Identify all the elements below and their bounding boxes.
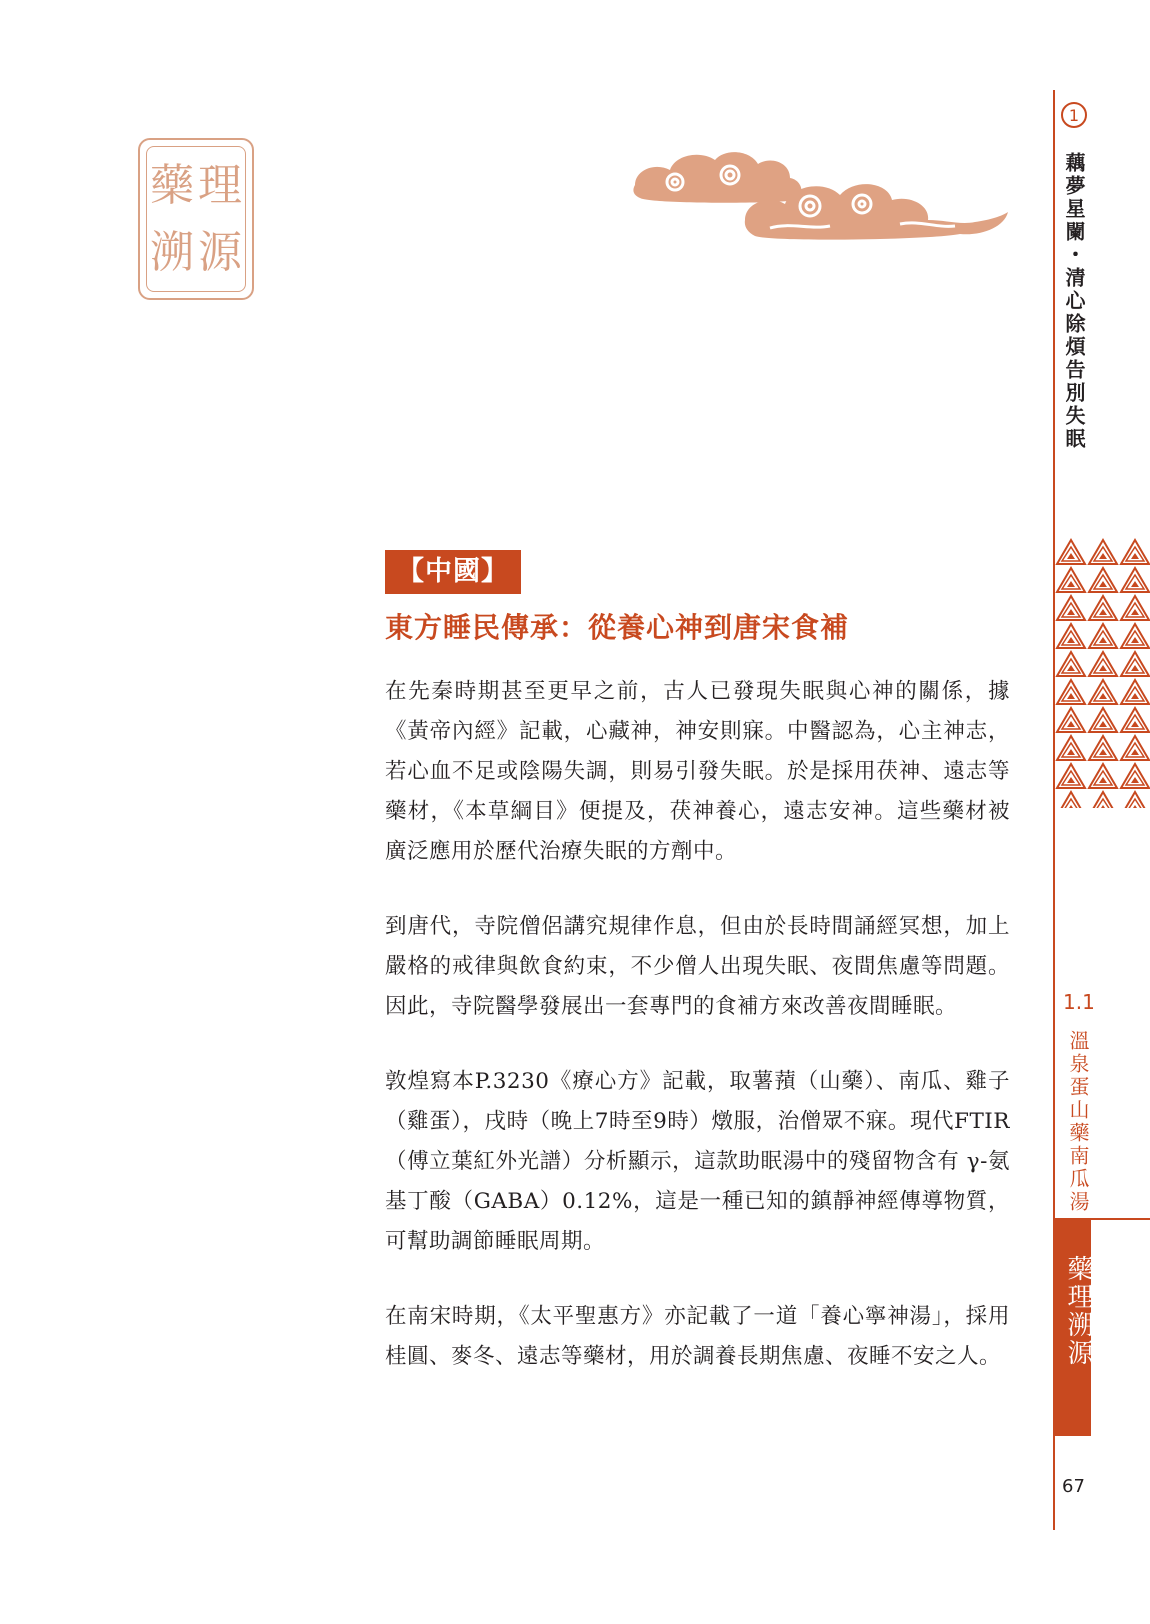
tab-label: 藥理溯源: [1063, 1255, 1093, 1367]
seal-char: 藥: [150, 159, 194, 211]
section-title: 溫泉蛋山藥南瓜湯: [1066, 1030, 1090, 1214]
paragraph: 在南宋時期，《太平聖惠方》亦記載了一道「養心寧神湯」，採用桂圓、麥冬、遠志等藥材，用於調養長期焦慮、夜睡不安之人。: [385, 1304, 1010, 1369]
cloud-ornament-icon: [630, 140, 1010, 250]
seal-char: 理: [198, 159, 242, 211]
page-number: 67: [1062, 1476, 1085, 1497]
triangle-pattern: [1055, 538, 1150, 808]
seal-stamp: [138, 138, 254, 300]
paragraph: 在先秦時期甚至更早之前，古人已發現失眠與心神的關係，據《黃帝內經》記載，心藏神，神安則寐。中醫認為，心主神志，若心血不足或陰陽失調，則易引發失眠。於是採用茯神、遠志等藥材，《本草綱目》便提及，茯神養心，遠志安神。這些藥材被廣泛應用於歷代治療失眠的方劑中。: [385, 679, 1010, 864]
paragraph: 敦煌寫本P.3230《療心方》記載，取薯蕷（山藥）、南瓜、雞子（雞蛋），戌時（晚上7時至9時）燉服，治僧眾不寐。現代FTIR（傅立葉紅外光譜）分析顯示，這款助眠湯中的殘留物含有 γ-氨基丁酸（GABA）0.12%，這是一種已知的鎮靜神經傳導物質，可幫助調節睡眠周期。: [385, 1069, 1010, 1254]
seal-char: 源: [198, 226, 242, 278]
article-body: [385, 672, 1010, 1412]
chapter-number: 1: [1061, 102, 1087, 128]
paragraph: 到唐代，寺院僧侶講究規律作息，但由於長時間誦經冥想，加上嚴格的戒律與飲食約束，不少僧人出現失眠、夜間焦慮等問題。因此，寺院醫學發展出一套專門的食補方來改善夜間睡眠。: [385, 914, 1010, 1019]
chapter-title: 藕夢星闌・清心除煩告別失眠: [1062, 152, 1086, 451]
article-headline: 東方睡民傳承：從養心神到唐宋食補: [385, 611, 850, 644]
section-tag: 【中國】: [385, 550, 521, 594]
seal-char: 溯: [150, 226, 194, 278]
tab-divider: [1091, 1218, 1150, 1220]
section-number: 1.1: [1063, 990, 1095, 1014]
